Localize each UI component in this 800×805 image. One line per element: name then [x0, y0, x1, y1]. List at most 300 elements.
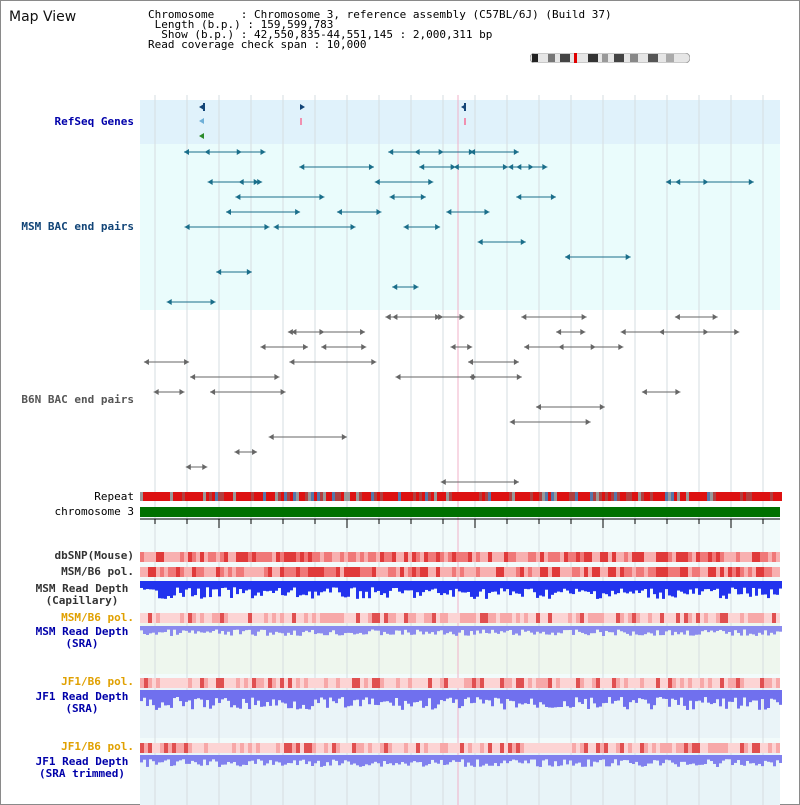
jf1-b6-pol-cell	[752, 743, 756, 753]
msm-b6-pol-cell	[152, 613, 156, 623]
dbsnp-cell	[384, 552, 388, 562]
jf1-depth-sra-bar	[344, 690, 347, 707]
msm-depth-sra-bar	[776, 626, 779, 631]
msm-b6-pol-cell	[516, 567, 520, 577]
jf1-depth-trim-bar	[533, 755, 536, 760]
msm-b6-pol-cell	[412, 613, 416, 623]
msm-depth-capillary-bar	[281, 581, 284, 595]
repeat-segment	[155, 492, 158, 501]
repeat-segment	[677, 492, 680, 501]
jf1-depth-sra-bar	[530, 690, 533, 699]
msm-depth-capillary-bar	[683, 581, 686, 594]
jf1-depth-trim-bar	[257, 755, 260, 759]
repeat-segment	[146, 492, 149, 501]
dbsnp-cell	[584, 552, 588, 562]
jf1-depth-sra-bar	[779, 690, 782, 705]
msm-b6-pol-cell	[424, 567, 428, 577]
dbsnp-cell	[172, 552, 176, 562]
repeat-segment	[272, 492, 275, 501]
msm-depth-capillary-bar	[362, 581, 365, 598]
msm-b6-pol-cell	[352, 613, 356, 623]
msm-b6-pol-cell	[244, 613, 248, 623]
jf1-b6-pol-cell	[368, 678, 372, 688]
msm-b6-pol-cell	[344, 567, 348, 577]
jf1-depth-sra-bar	[722, 690, 725, 699]
jf1-b6-pol-cell	[492, 678, 496, 688]
msm-b6-pol-cell	[756, 567, 760, 577]
jf1-b6-pol-cell	[568, 743, 572, 753]
msm-b6-pol-cell	[708, 613, 712, 623]
refseq-gene[interactable]	[464, 118, 466, 125]
msm-b6-pol-cell	[724, 567, 728, 577]
jf1-depth-trim-bar	[734, 755, 737, 763]
jf1-b6-pol-cell	[336, 678, 340, 688]
msm-depth-capillary-bar	[323, 581, 326, 591]
jf1-depth-sra-bar	[197, 690, 200, 698]
msm-depth-capillary-bar	[182, 581, 185, 597]
jf1-depth-sra-bar	[398, 690, 401, 706]
repeat-segment	[251, 492, 254, 501]
jf1-b6-pol-cell	[384, 743, 388, 753]
jf1-b6-pol-cell	[744, 678, 748, 688]
jf1-b6-pol-cell	[632, 743, 636, 753]
dbsnp-cell	[608, 552, 612, 562]
jf1-b6-pol-cell	[228, 678, 232, 688]
msm-depth-sra-bar	[497, 626, 500, 634]
dbsnp-cell	[760, 552, 764, 562]
jf1-b6-pol-cell	[436, 743, 440, 753]
jf1-depth-sra-bar	[599, 690, 602, 707]
track-label-msm-read-depth-capillary	[22, 583, 142, 607]
jf1-b6-pol-cell	[636, 678, 640, 688]
jf1-depth-sra-bar	[494, 690, 497, 698]
msm-depth-sra-bar	[425, 626, 428, 632]
dbsnp-cell	[748, 552, 752, 562]
msm-depth-capillary-bar	[284, 581, 287, 596]
msm-b6-pol-cell	[228, 613, 232, 623]
dbsnp-cell	[280, 552, 284, 562]
msm-depth-sra-bar	[758, 626, 761, 633]
msm-depth-capillary-bar	[452, 581, 455, 597]
msm-depth-sra-bar	[356, 626, 359, 634]
jf1-depth-sra-bar	[392, 690, 395, 706]
jf1-depth-trim-bar	[551, 755, 554, 767]
jf1-depth-sra-bar	[410, 690, 413, 706]
msm-b6-pol-cell	[564, 613, 568, 623]
msm-depth-capillary-bar	[494, 581, 497, 592]
msm-b6-pol-cell	[620, 613, 624, 623]
jf1-b6-pol-cell	[480, 678, 484, 688]
msm-b6-pol-cell	[156, 613, 160, 623]
msm-b6-pol-cell	[220, 613, 224, 623]
msm-b6-pol-cell	[644, 567, 648, 577]
jf1-depth-sra-bar	[773, 690, 776, 700]
jf1-depth-trim-bar	[512, 755, 515, 760]
msm-b6-pol-cell	[700, 613, 704, 623]
msm-depth-capillary-bar	[248, 581, 251, 589]
jf1-depth-trim-bar	[146, 755, 149, 767]
jf1-depth-trim-bar	[368, 755, 371, 765]
jf1-depth-sra-bar	[719, 690, 722, 706]
msm-depth-capillary-bar	[701, 581, 704, 591]
msm-depth-sra-bar	[623, 626, 626, 632]
jf1-depth-trim-bar	[773, 755, 776, 766]
msm-depth-sra-bar	[662, 626, 665, 635]
msm-b6-pol-cell	[144, 567, 148, 577]
msm-b6-pol-cell	[288, 567, 292, 577]
repeat-segment	[590, 492, 593, 501]
jf1-depth-sra-bar	[707, 690, 710, 703]
jf1-depth-trim-bar	[302, 755, 305, 760]
chromosome-ideogram-icon[interactable]	[530, 53, 690, 63]
msm-depth-capillary-bar	[347, 581, 350, 597]
msm-depth-capillary-bar	[245, 581, 248, 590]
msm-depth-capillary-bar	[287, 581, 290, 592]
jf1-b6-pol-cell	[428, 743, 432, 753]
dbsnp-cell	[180, 552, 184, 562]
jf1-depth-sra-bar	[635, 690, 638, 703]
jf1-depth-sra-bar	[704, 690, 707, 697]
repeat-segment	[221, 492, 224, 501]
jf1-depth-sra-bar	[668, 690, 671, 707]
msm-depth-capillary-bar	[716, 581, 719, 589]
dbsnp-cell	[148, 552, 152, 562]
msm-b6-pol-cell	[648, 613, 652, 623]
msm-depth-sra-bar	[515, 626, 518, 634]
msm-depth-capillary-bar	[269, 581, 272, 591]
jf1-depth-trim-bar	[752, 755, 755, 763]
repeat-segment	[680, 492, 683, 501]
msm-depth-capillary-bar	[344, 581, 347, 597]
msm-depth-sra-bar	[179, 626, 182, 633]
repeat-segment	[152, 492, 155, 501]
msm-depth-capillary-bar	[563, 581, 566, 589]
msm-depth-capillary-bar	[533, 581, 536, 592]
dbsnp-cell	[488, 552, 492, 562]
jf1-b6-pol-cell	[512, 678, 516, 688]
jf1-depth-trim-bar	[641, 755, 644, 767]
msm-depth-sra-bar	[431, 626, 434, 632]
jf1-depth-trim-bar	[140, 755, 143, 762]
repeat-segment	[557, 492, 560, 501]
repeat-segment	[419, 492, 422, 501]
msm-b6-pol-cell	[768, 613, 772, 623]
jf1-depth-sra-bar	[335, 690, 338, 703]
msm-depth-capillary-bar	[350, 581, 353, 588]
repeat-segment	[200, 492, 203, 501]
repeat-segment	[641, 492, 644, 501]
jf1-depth-trim-bar	[608, 755, 611, 766]
msm-depth-sra-bar	[542, 626, 545, 632]
msm-depth-sra-bar	[638, 626, 641, 635]
dbsnp-cell	[668, 552, 672, 562]
jf1-depth-trim-bar	[206, 755, 209, 765]
jf1-depth-sra-bar	[545, 690, 548, 707]
msm-b6-pol-cell	[200, 567, 204, 577]
jf1-depth-trim-bar	[416, 755, 419, 762]
msm-b6-pol-cell	[524, 567, 528, 577]
jf1-depth-sra-bar	[728, 690, 731, 702]
jf1-b6-pol-cell	[684, 678, 688, 688]
msm-depth-sra-bar	[458, 626, 461, 633]
jf1-b6-pol-cell	[444, 743, 448, 753]
msm-depth-capillary-bar	[239, 581, 242, 589]
msm-b6-pol-cell	[492, 613, 496, 623]
repeat-segment	[530, 492, 533, 501]
jf1-depth-trim-bar	[587, 755, 590, 760]
refseq-gene[interactable]	[464, 103, 466, 111]
jf1-depth-sra-bar	[584, 690, 587, 699]
jf1-depth-sra-bar	[437, 690, 440, 704]
dbsnp-cell	[556, 552, 560, 562]
msm-b6-pol-cell	[524, 613, 528, 623]
jf1-depth-trim-bar	[197, 755, 200, 764]
msm-depth-capillary-bar	[521, 581, 524, 597]
jf1-b6-pol-cell	[164, 678, 168, 688]
jf1-depth-sra-bar	[575, 690, 578, 697]
jf1-b6-pol-cell	[192, 678, 196, 688]
msm-b6-pol-cell	[152, 567, 156, 577]
msm-b6-pol-cell	[472, 567, 476, 577]
jf1-depth-trim-bar	[680, 755, 683, 762]
repeat-segment	[614, 492, 617, 501]
jf1-b6-pol-cell	[672, 743, 676, 753]
repeat-segment	[410, 492, 413, 501]
repeat-segment	[158, 492, 161, 501]
msm-depth-capillary-bar	[479, 581, 482, 592]
refseq-gene[interactable]	[203, 103, 205, 111]
jf1-b6-pol-cell	[680, 678, 684, 688]
msm-depth-capillary-bar	[359, 581, 362, 591]
jf1-depth-trim-bar	[479, 755, 482, 767]
jf1-b6-pol-cell	[276, 678, 280, 688]
jf1-b6-pol-cell	[544, 743, 548, 753]
jf1-depth-sra-line2: (SRA)	[65, 702, 99, 715]
repeat-segment	[596, 492, 599, 501]
jf1-b6-pol-cell	[468, 743, 472, 753]
dbsnp-cell	[356, 552, 360, 562]
track-label-msm-read-depth-sra	[22, 626, 142, 650]
msm-depth-capillary-bar	[461, 581, 464, 592]
msm-depth-capillary-bar	[722, 581, 725, 596]
jf1-depth-trim-bar	[686, 755, 689, 765]
dbsnp-cell	[304, 552, 308, 562]
jf1-b6-pol-cell	[176, 743, 180, 753]
repeat-segment	[698, 492, 701, 501]
msm-depth-capillary-bar	[638, 581, 641, 593]
jf1-depth-trim-bar	[395, 755, 398, 763]
msm-depth-sra-bar	[383, 626, 386, 632]
jf1-b6-pol-cell	[520, 743, 524, 753]
jf1-depth-trim-bar	[209, 755, 212, 761]
jf1-b6-pol-cell	[732, 678, 736, 688]
msm-b6-pol-cell	[348, 567, 352, 577]
msm-b6-pol-cell	[180, 567, 184, 577]
msm-b6-pol-cell	[180, 613, 184, 623]
jf1-depth-sra-bar	[161, 690, 164, 702]
jf1-depth-trim-bar	[404, 755, 407, 764]
dbsnp-cell	[400, 552, 404, 562]
msm-depth-capillary-bar	[713, 581, 716, 590]
msm-b6-pol-cell	[272, 613, 276, 623]
jf1-b6-pol-cell	[404, 678, 408, 688]
jf1-depth-trim-bar	[182, 755, 185, 759]
jf1-depth-sra-bar	[281, 690, 284, 703]
jf1-b6-pol-cell	[388, 743, 392, 753]
jf1-b6-pol-cell	[364, 743, 368, 753]
msm-depth-sra-bar	[200, 626, 203, 632]
msm-depth-capillary-bar	[644, 581, 647, 589]
jf1-depth-sra-bar	[740, 690, 743, 706]
repeat-segment	[323, 492, 326, 501]
track-label-refseq-genes[interactable]: RefSeq Genes	[54, 115, 134, 128]
msm-b6-pol-cell	[432, 567, 436, 577]
dbsnp-cell	[336, 552, 340, 562]
dbsnp-cell	[264, 552, 268, 562]
msm-depth-capillary-bar	[545, 581, 548, 590]
jf1-depth-sra-bar	[386, 690, 389, 701]
jf1-depth-sra-bar	[401, 690, 404, 710]
jf1-depth-trim-bar	[545, 755, 548, 759]
jf1-b6-pol-cell	[372, 678, 376, 688]
msm-depth-capillary-bar	[485, 581, 488, 599]
jf1-depth-sra-bar	[332, 690, 335, 701]
repeat-segment	[602, 492, 605, 501]
jf1-depth-sra-bar	[458, 690, 461, 708]
msm-b6-pol-cell	[648, 567, 652, 577]
jf1-b6-pol-cell	[484, 743, 488, 753]
jf1-depth-sra-bar	[488, 690, 491, 700]
msm-depth-capillary-bar	[767, 581, 770, 598]
dbsnp-cell	[404, 552, 408, 562]
repeat-segment	[593, 492, 596, 501]
jf1-b6-pol-cell	[724, 743, 728, 753]
repeat-segment	[173, 492, 176, 501]
repeat-segment	[476, 492, 479, 501]
jf1-depth-trim-line1: JF1 Read Depth	[35, 755, 129, 768]
jf1-depth-trim-bar	[494, 755, 497, 763]
jf1-b6-pol-cell	[592, 678, 596, 688]
msm-depth-sra-bar	[452, 626, 455, 634]
jf1-b6-pol-cell	[760, 678, 764, 688]
jf1-depth-trim-bar	[260, 755, 263, 761]
repeat-segment	[437, 492, 440, 501]
msm-depth-sra-bar	[323, 626, 326, 635]
jf1-depth-sra-bar	[671, 690, 674, 699]
jf1-depth-trim-line2: (SRA trimmed)	[38, 767, 126, 780]
msm-depth-sra-bar	[314, 626, 317, 634]
jf1-depth-trim-bar	[527, 755, 530, 763]
jf1-b6-pol-cell	[244, 678, 248, 688]
jf1-depth-trim-bar	[287, 755, 290, 763]
msm-depth-sra-bar	[146, 626, 149, 635]
jf1-depth-trim-bar	[326, 755, 329, 762]
msm-depth-sra-bar	[476, 626, 479, 631]
dbsnp-cell	[320, 552, 324, 562]
chromosome-bar[interactable]	[140, 507, 780, 517]
repeat-segment	[470, 492, 473, 501]
msm-b6-pol-cell	[592, 613, 596, 623]
msm-depth-sra-bar	[773, 626, 776, 634]
msm-b6-pol-cell	[592, 567, 596, 577]
jf1-depth-trim-bar	[506, 755, 509, 763]
msm-b6-pol-cell	[344, 613, 348, 623]
repeat-segment	[206, 492, 209, 501]
repeat-segment	[503, 492, 506, 501]
jf1-b6-pol-cell	[320, 743, 324, 753]
msm-b6-pol-cell	[476, 567, 480, 577]
msm-b6-pol-cell	[384, 567, 388, 577]
dbsnp-cell	[372, 552, 376, 562]
msm-depth-sra-bar	[308, 626, 311, 632]
jf1-depth-trim-bar	[674, 755, 677, 764]
jf1-b6-pol-cell	[696, 743, 700, 753]
jf1-b6-pol-cell	[152, 678, 156, 688]
jf1-depth-trim-bar	[194, 755, 197, 762]
msm-depth-sra-bar	[749, 626, 752, 634]
jf1-depth-sra-bar	[581, 690, 584, 704]
msm-b6-pol-cell	[376, 567, 380, 577]
jf1-depth-trim-bar	[338, 755, 341, 765]
jf1-b6-pol-cell	[276, 743, 280, 753]
msm-depth-sra-bar	[215, 626, 218, 630]
dbsnp-cell	[636, 552, 640, 562]
dbsnp-cell	[464, 552, 468, 562]
jf1-b6-pol-cell	[524, 678, 528, 688]
refseq-gene[interactable]	[300, 118, 302, 125]
jf1-b6-pol-cell	[248, 743, 252, 753]
jf1-depth-sra-bar	[539, 690, 542, 702]
jf1-b6-pol-cell	[588, 678, 592, 688]
jf1-depth-trim-bar	[740, 755, 743, 765]
msm-depth-sra-bar	[320, 626, 323, 633]
msm-depth-capillary-bar	[299, 581, 302, 595]
msm-b6-pol-cell	[560, 613, 564, 623]
track-label-b6n-bac-end-pairs[interactable]: B6N BAC end pairs	[21, 393, 134, 406]
jf1-depth-sra-bar	[371, 690, 374, 699]
jf1-depth-sra-bar	[404, 690, 407, 701]
msm-b6-pol-cell	[604, 613, 608, 623]
repeat-segment	[368, 492, 371, 501]
jf1-b6-pol-cell	[548, 743, 552, 753]
jf1-b6-pol-cell	[444, 678, 448, 688]
msm-b6-pol-cell	[380, 567, 384, 577]
msm-b6-pol-cell	[332, 613, 336, 623]
msm-b6-pol-cell	[528, 567, 532, 577]
jf1-depth-trim-bar	[758, 755, 761, 764]
repeat-track[interactable]	[140, 492, 782, 501]
jf1-b6-pol-cell	[328, 743, 332, 753]
msm-depth-sra-bar	[188, 626, 191, 633]
track-label-msm-bac-end-pairs[interactable]: MSM BAC end pairs	[21, 220, 134, 233]
jf1-depth-trim-bar	[212, 755, 215, 759]
msm-b6-pol-cell	[172, 613, 176, 623]
msm-b6-pol-cell	[212, 567, 216, 577]
msm-b6-pol-cell	[288, 613, 292, 623]
repeat-segment	[182, 492, 185, 501]
jf1-b6-pol-cell	[240, 743, 244, 753]
jf1-b6-pol-cell	[648, 743, 652, 753]
jf1-b6-pol-cell	[632, 678, 636, 688]
jf1-depth-sra-bar	[323, 690, 326, 700]
jf1-depth-sra-bar	[305, 690, 308, 709]
msm-depth-capillary-line2: (Capillary)	[45, 594, 119, 607]
dbsnp-cell	[764, 552, 768, 562]
msm-depth-capillary-bar	[614, 581, 617, 594]
msm-depth-capillary-bar	[236, 581, 239, 594]
msm-depth-sra-bar	[518, 626, 521, 635]
msm-b6-pol-cell	[396, 567, 400, 577]
